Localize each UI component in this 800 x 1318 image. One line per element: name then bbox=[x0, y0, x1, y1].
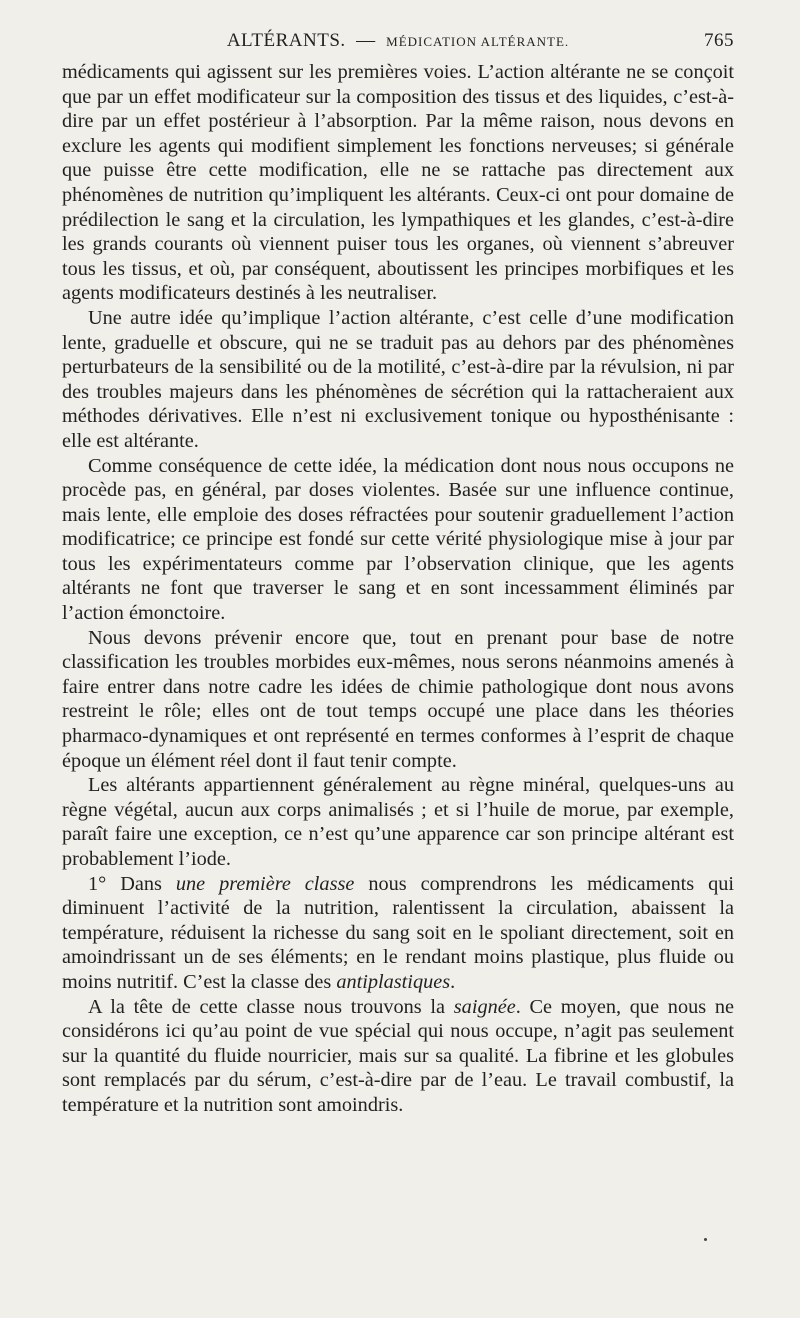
paragraph-3: Comme conséquence de cette idée, la médication dont nous nous occupons ne procède pas, en général, par doses violentes. Basée sur une influence continue, mais lente, elle emploie des doses réfractées pour soutenir graduellement l’action modificatrice; ce principe est fondé sur cette vérité physiologique mise à jour par tous les expérimentateurs comme par l’observation clinique, que les agents altérants ne font que traverser le sang et en sont incessamment éliminés par l’action émonctoire. bbox=[62, 454, 734, 625]
paragraph-7-text-a: A la tête de cette classe nous trouvons la bbox=[88, 995, 454, 1018]
paragraph-6-italic-a: une première classe bbox=[175, 872, 355, 895]
paragraph-4: Nous devons prévenir encore que, tout en prenant pour base de notre classification les troubles morbides eux-mêmes, nous serons néanmoins amenés à faire entrer dans notre cadre les idées de chimie pathologique dont nous avons restreint le rôle; elles ont de tout temps occupé une place dans les théories pharmaco-dynamiques et ont représenté en termes conformes à l’esprit de chaque époque un élément réel dont il faut tenir compte. bbox=[62, 626, 734, 772]
body-text bbox=[62, 60, 734, 1118]
header-subtitle: MÉDICATION ALTÉRANTE. bbox=[386, 34, 570, 49]
header-separator: — bbox=[356, 30, 376, 51]
paragraph-7-text-b: . Ce moyen, que nous ne considérons ici qu’au point de vue spécial qui nous occupe, n’agit pas seulement sur la quantité du fluide nourricier, mais sur sa qualité. La fibrine et les globules sont remplacés par du sérum, c’est-à-dire par de l’eau. Le travail combustif, la température et la nutrition sont amoindris. bbox=[62, 995, 734, 1116]
header-title: ALTÉRANTS. bbox=[226, 30, 346, 51]
paragraph-6-italic-b: antiplastiques bbox=[336, 970, 451, 993]
paragraph-6 bbox=[62, 872, 734, 995]
paragraph-7 bbox=[62, 995, 734, 1118]
running-header bbox=[62, 30, 734, 60]
paragraph-7-italic-a: saignée bbox=[453, 995, 516, 1018]
page-number: 765 bbox=[704, 30, 734, 51]
paragraph-6-text-a: 1° Dans bbox=[88, 872, 176, 895]
paragraph-2: Une autre idée qu’implique l’action altérante, c’est celle d’une modification lente, graduelle et obscure, qui ne se traduit pas au dehors par des phénomènes perturbateurs de la sensibilité ou de la motilité, c’est-à-dire par la révulsion, ni par des troubles majeurs dans les phénomènes de sécrétion qui la rattacheraient aux méthodes dérivatives. Elle n’est ni exclusivement tonique ou hyposthénisante : elle est altérante. bbox=[62, 306, 734, 452]
paragraph-1: médicaments qui agissent sur les premières voies. L’action altérante ne se conçoit que par un effet modificateur sur la composition des tissus et des liquides, c’est-à-dire par un effet postérieur à l’absorption. Par la même raison, nous devons en exclure les agents qui modifient simplement les fonctions nerveuses; si générale que puisse être cette modification, elle ne se rattache pas directement aux phénomènes de nutrition qu’impliquent les altérants. Ceux-ci ont pour domaine de prédilection le sang et la circulation, les lympathiques et les glandes, c’est-à-dire les grands courants où viennent puiser tous les organes, où viennent s’abreuver tous les tissus, et où, par conséquent, aboutissent les principes morbifiques et les agents modificateurs destinés à les neutraliser. bbox=[62, 61, 734, 305]
paragraph-6-text-b: nous comprendrons les médicaments qui diminuent l’activité de la nutrition, ralentissent la circulation, abaissent la température, réduisent la richesse du sang soit en le spoliant directement, soit en amoindrissant un de ses éléments; en le rendant moins plastique, plus fluide ou moins nutritif. C’est la classe des bbox=[62, 872, 734, 993]
paragraph-5: Les altérants appartiennent généralement au règne minéral, quelques-uns au règne végétal, aucun aux corps animalisés ; et si l’huile de morue, par exemple, paraît faire une exception, ce n’est qu’une apparence car son principe altérant est probablement l’iode. bbox=[62, 774, 734, 870]
ink-speck bbox=[704, 1238, 707, 1241]
paragraph-6-text-c: . bbox=[450, 970, 456, 993]
header-title-group bbox=[227, 30, 569, 52]
